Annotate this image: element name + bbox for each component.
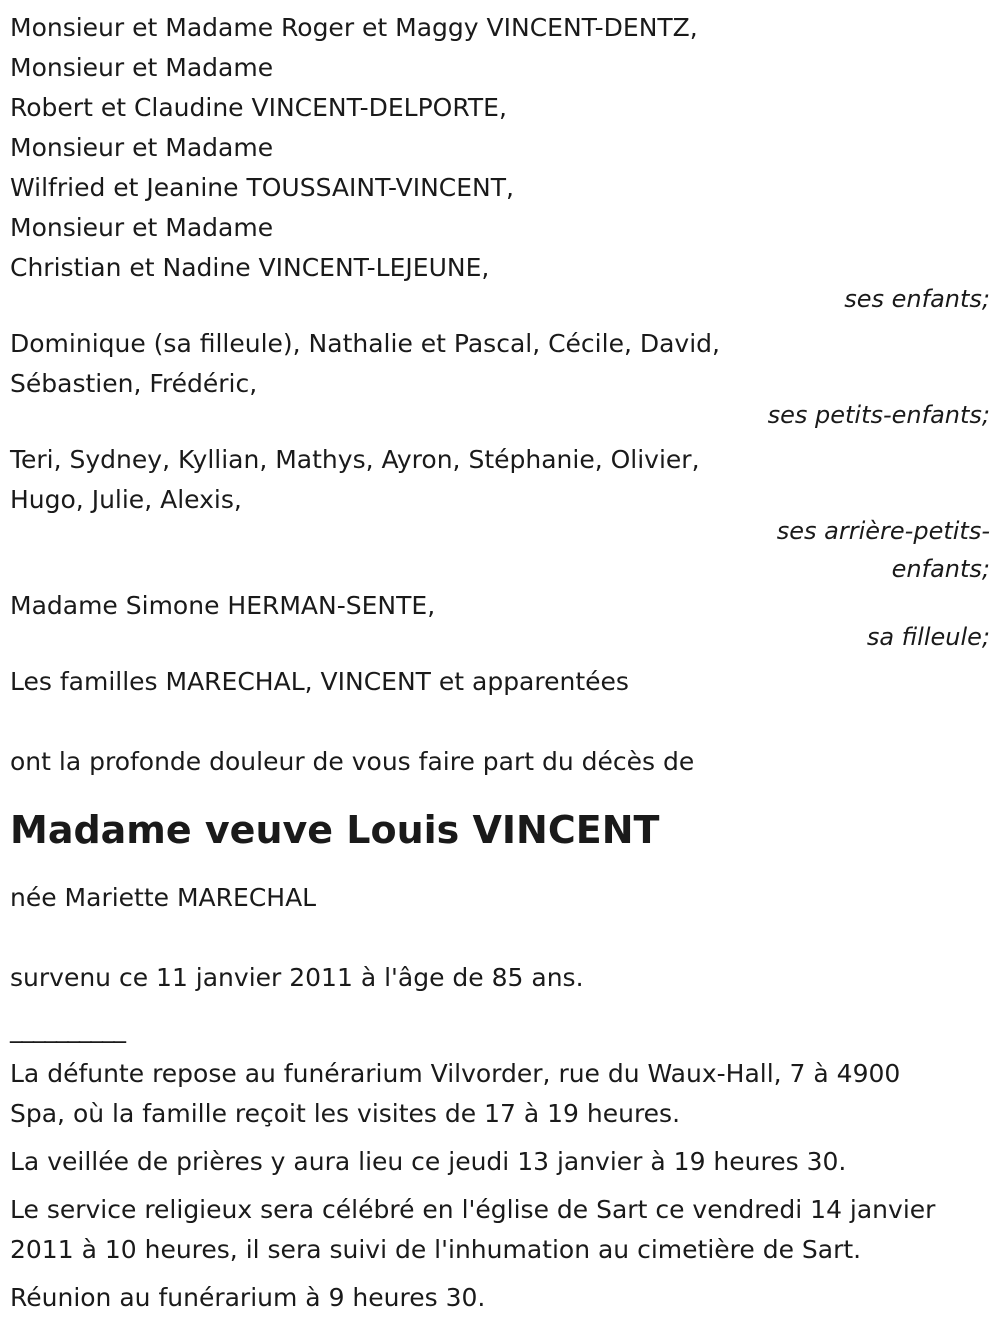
info-line: Réunion au funérarium à 9 heures 30.: [10, 1283, 486, 1312]
info-line: La défunte repose au funérarium Vilvorder, rue du Waux-Hall, 7 à 4900: [10, 1059, 901, 1088]
great-grandchildren-role: ses arrière-petits-: [776, 517, 990, 545]
children-line: Monsieur et Madame Roger et Maggy VINCENT-DENTZ,: [10, 13, 698, 42]
children-block: [10, 8, 990, 288]
children-role: ses enfants;: [844, 285, 990, 313]
great-grandchildren-line: Hugo, Julie, Alexis,: [10, 485, 242, 514]
grandchildren-block: [10, 324, 990, 404]
goddaughter-role: sa filleule;: [866, 623, 990, 651]
maiden-name: née Mariette MARECHAL: [10, 883, 317, 912]
children-line: Monsieur et Madame: [10, 133, 274, 162]
grandchildren-role: ses petits-enfants;: [767, 401, 990, 429]
deceased-name: Madame veuve Louis VINCENT: [10, 808, 660, 852]
children-line: Robert et Claudine VINCENT-DELPORTE,: [10, 93, 507, 122]
goddaughter-line: Madame Simone HERMAN-SENTE,: [10, 591, 436, 620]
children-line: Monsieur et Madame: [10, 213, 274, 242]
great-grandchildren-role-cont: enfants;: [891, 555, 990, 583]
separator-line: __________: [10, 1014, 125, 1043]
info-paragraph-wake-location: [10, 1054, 990, 1134]
grandchildren-line: Dominique (sa filleule), Nathalie et Pascal, Cécile, David,: [10, 329, 720, 358]
info-line: 2011 à 10 heures, il sera suivi de l'inhumation au cimetière de Sart.: [10, 1235, 862, 1264]
death-info: survenu ce 11 janvier 2011 à l'âge de 85 ans.: [10, 963, 584, 992]
great-grandchildren-line: Teri, Sydney, Kyllian, Mathys, Ayron, Stéphanie, Olivier,: [10, 445, 700, 474]
info-line: Le service religieux sera célébré en l'église de Sart ce vendredi 14 janvier: [10, 1195, 936, 1224]
info-paragraph-prayer-vigil: [10, 1142, 990, 1182]
families-line: Les familles MARECHAL, VINCENT et apparentées: [10, 667, 629, 696]
info-paragraph-service: [10, 1190, 990, 1270]
great-grandchildren-block: [10, 440, 990, 520]
info-line: Spa, où la famille reçoit les visites de 17 à 19 heures.: [10, 1099, 681, 1128]
info-line: La veillée de prières y aura lieu ce jeudi 13 janvier à 19 heures 30.: [10, 1147, 847, 1176]
children-line: Wilfried et Jeanine TOUSSAINT-VINCENT,: [10, 173, 514, 202]
announcement-line: ont la profonde douleur de vous faire part du décès de: [10, 747, 695, 776]
info-paragraph-meeting: [10, 1278, 990, 1318]
children-line: Christian et Nadine VINCENT-LEJEUNE,: [10, 253, 490, 282]
grandchildren-line: Sébastien, Frédéric,: [10, 369, 258, 398]
children-line: Monsieur et Madame: [10, 53, 274, 82]
